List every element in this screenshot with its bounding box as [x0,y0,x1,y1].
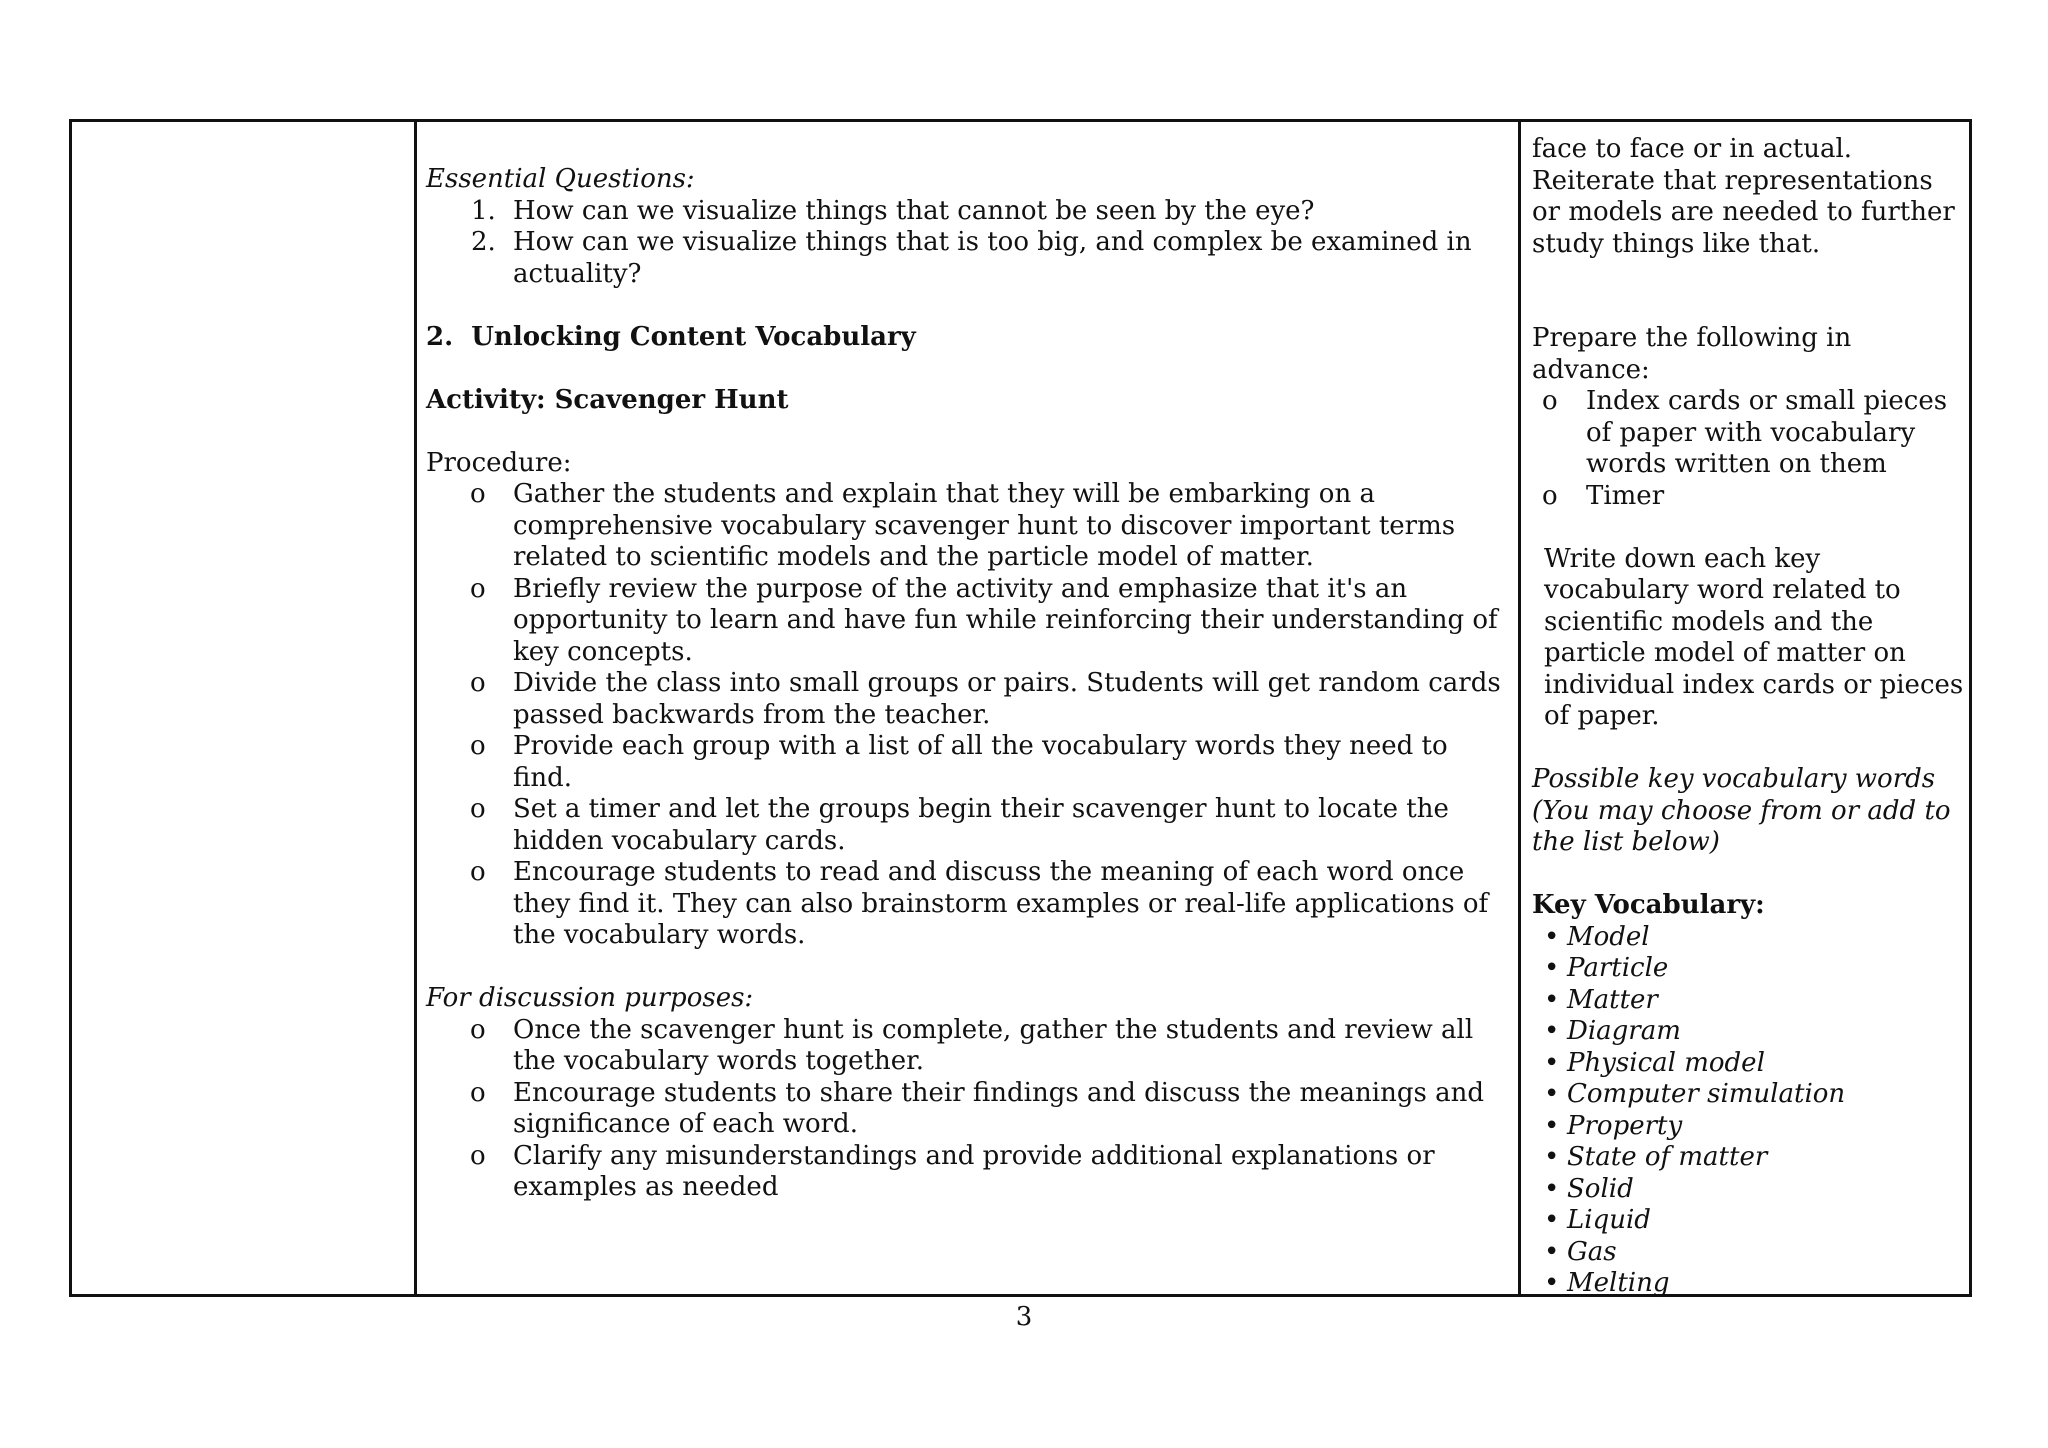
key-vocabulary-heading: Key Vocabulary: [1532,890,1765,920]
essential-questions-heading: Essential Questions: [426,164,695,194]
bullet-marker: • [1544,1205,1560,1235]
list-item-text: Encourage students to share their findings and discuss the meanings and significance of each word. [513,1077,1484,1139]
list-item [426,857,1507,952]
list-item-text: Index cards or small pieces of paper with vocabulary words written on them [1586,386,1948,479]
question-text: How can we visualize things that cannot be seen by the eye? [513,195,1315,226]
list-item [426,731,1507,794]
vocabulary-term: Model [1567,921,1650,952]
bullet-marker: • [1544,1268,1560,1298]
list-item [426,668,1507,731]
essential-questions-list [426,196,1507,291]
vocabulary-item [1532,922,1968,954]
section-title: 2. Unlocking Content Vocabulary [426,321,916,352]
continued-note: face to face or in actual. Reiterate that representations or models are needed to further study things like that. [1532,134,1955,259]
list-item [426,1078,1507,1141]
vocabulary-item [1532,1268,1968,1300]
vocabulary-item [1532,1174,1968,1206]
bullet-marker: • [1544,1236,1560,1267]
bullet-marker: • [1544,1016,1560,1046]
vocabulary-item [1532,953,1968,985]
bullet-marker: o [1542,386,1558,416]
bullet-marker: • [1544,921,1560,952]
list-item-text: Gather the students and explain that they will be embarking on a comprehensive vocabulary scavenger hunt to discover important terms related to scientific models and the particle model of matter. [513,479,1456,572]
page-number: 3 [1015,1302,1033,1332]
list-item-text: Encourage students to read and discuss the meaning of each word once they find it. They can also brainstorm examples or real-life applications of the vocabulary words. [513,857,1489,950]
bullet-marker: o [1542,480,1558,511]
list-item-text: Briefly review the purpose of the activity and emphasize that it's an opportunity to learn and have fun while reinforcing their understanding of key concepts. [513,573,1498,667]
activity-title: Activity: Scavenger Hunt [426,384,789,415]
bullet-marker: o [470,668,486,698]
lesson-plan-table [69,119,1972,1297]
question-number: 2. [471,227,496,257]
procedure-column [417,122,1517,1294]
bullet-marker: o [470,573,486,604]
list-item [426,479,1507,574]
procedure-list [426,479,1507,952]
list-item [426,574,1507,669]
list-item-text: Timer [1586,480,1665,511]
essential-question [426,196,1507,228]
vocabulary-item [1532,1048,1968,1080]
prepare-note: Prepare the following in advance: [1532,323,1852,385]
list-item-text: Set a timer and let the groups begin their scavenger hunt to locate the hidden vocabulary cards. [513,794,1449,856]
write-down-note: Write down each key vocabulary word related to scientific models and the particle model of matter on individual index cards or pieces of paper. [1544,543,1964,731]
bullet-marker: • [1544,984,1560,1015]
possible-vocabulary-note: Possible key vocabulary words (You may choose from or add to the list below) [1532,764,1951,857]
question-text: How can we visualize things that is too big, and complex be examined in actuality? [513,227,1472,289]
list-item-text: Divide the class into small groups or pairs. Students will get random cards passed backwards from the teacher. [513,668,1501,730]
bullet-marker: o [470,731,486,761]
prepare-list [1532,386,1968,512]
list-item-text: Provide each group with a list of all the vocabulary words they need to find. [513,731,1448,793]
vocabulary-item [1532,1079,1968,1111]
list-item [1532,386,1968,481]
bullet-marker: • [1544,1079,1560,1109]
vocabulary-item [1532,985,1968,1017]
bullet-marker: o [470,857,486,887]
bullet-marker: • [1544,1142,1560,1172]
essential-question [426,227,1507,290]
bullet-marker: o [470,479,486,509]
question-number: 1. [471,195,496,226]
bullet-marker: o [470,1077,486,1108]
vocabulary-term: Liquid [1567,1205,1651,1235]
discussion-list [426,1015,1507,1204]
bullet-marker: • [1544,1173,1560,1204]
vocabulary-term: Matter [1567,984,1658,1015]
vocabulary-term: State of matter [1567,1142,1768,1172]
vocabulary-term: Melting [1567,1268,1670,1298]
discussion-label: For discussion purposes: [426,983,754,1013]
vocabulary-term: Diagram [1567,1016,1681,1046]
vocabulary-term: Particle [1567,953,1669,983]
vocabulary-term: Solid [1567,1173,1634,1204]
list-item-text: Clarify any misunderstandings and provide additional explanations or examples as needed [513,1140,1435,1202]
bullet-marker: • [1544,1047,1560,1078]
vocabulary-item [1532,1205,1968,1237]
list-item [426,1015,1507,1078]
bullet-marker: • [1544,1110,1560,1141]
list-item [426,794,1507,857]
vocabulary-term: Computer simulation [1567,1079,1846,1109]
vocabulary-item [1532,1142,1968,1174]
notes-column [1521,122,1972,1298]
bullet-marker: • [1544,953,1560,983]
bullet-marker: o [470,1014,486,1045]
vocabulary-item [1532,1016,1968,1048]
procedure-label: Procedure: [426,447,572,478]
vocabulary-term: Property [1567,1110,1683,1141]
list-item [426,1141,1507,1204]
vocabulary-term: Gas [1567,1236,1617,1267]
vocabulary-item [1532,1237,1968,1269]
list-item [1532,481,1968,513]
key-vocabulary-list [1532,922,1968,1300]
list-item-text: Once the scavenger hunt is complete, gather the students and review all the vocabulary words together. [513,1014,1474,1076]
bullet-marker: o [470,1140,486,1171]
bullet-marker: o [470,794,486,824]
vocabulary-term: Physical model [1567,1047,1765,1078]
vocabulary-item [1532,1111,1968,1143]
